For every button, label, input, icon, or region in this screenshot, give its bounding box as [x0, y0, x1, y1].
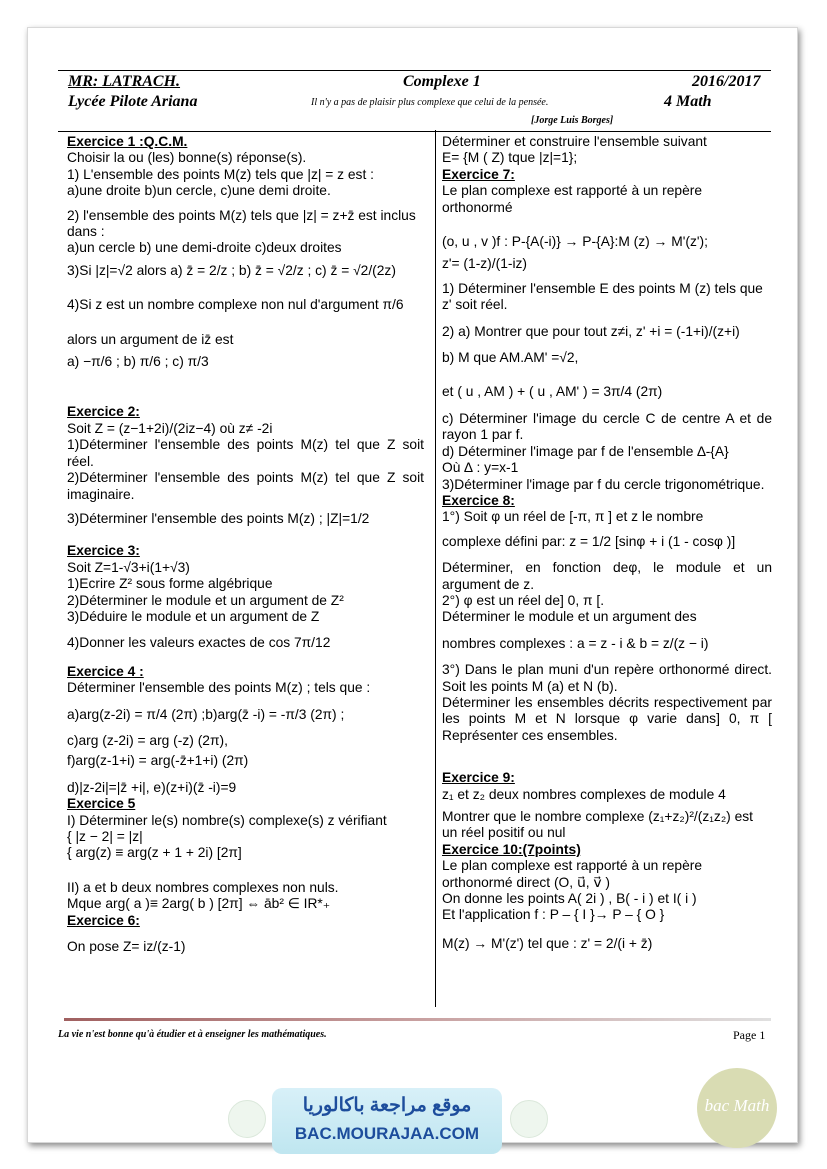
exercise-text: alors un argument de iz̄ est	[67, 331, 234, 347]
document-title: Complexe 1	[403, 73, 481, 90]
exercise-text: b) M que AM.AM' =√2,	[442, 350, 579, 366]
quote-author: [Jorge Luis Borges]	[531, 115, 614, 126]
exercise-heading: Exercice 5	[67, 796, 136, 812]
exercise-text: Déterminer et construire l'ensemble suivant	[442, 134, 707, 149]
exercise-heading: Exercice 7:	[442, 166, 515, 182]
exercise-text: M(z) → M'(z') tel que : z' = 2/(i + z̄)	[442, 935, 653, 951]
bac-math-logo-text: bac Math	[704, 1096, 770, 1115]
column-divider	[435, 130, 436, 1007]
exercise-text: Déterminer l'ensemble des points M(z) ; tels que :	[67, 680, 371, 696]
exercise-text: 2)Déterminer l'ensemble des points M(z) tel que Z soit imaginaire.	[67, 470, 424, 502]
footer-motto: La vie n'est bonne qu'à étudier et à enseigner les mathématiques.	[58, 1029, 327, 1040]
exercise-text: E= {M ( Z) tque |z|=1};	[442, 150, 578, 166]
exercise-heading: Exercice 4 :	[67, 663, 144, 679]
bac-math-logo	[697, 1068, 777, 1148]
exercise-text: Déterminer, en fonction deφ, le module et un argument de z.	[442, 560, 772, 592]
exercise-text: z'= (1-z)/(1-iz)	[442, 256, 528, 272]
exercise-text: 3)Déduire le module et un argument de Z	[67, 608, 320, 624]
exercise-text: nombres complexes : a = z - i & b = z/(z − i)	[442, 635, 709, 651]
header-quote: Il n'y a pas de plaisir plus complexe que celui de la pensée.	[311, 97, 549, 108]
footer-rule	[64, 1018, 771, 1021]
exercise-text: 3)Déterminer l'ensemble des points M(z) ; |Z|=1/2	[67, 510, 370, 526]
exercise-text: c)arg (z-2i) = arg (-z) (2π),	[67, 732, 228, 748]
school-year: 2016/2017	[692, 73, 761, 90]
exercise-text: Le plan complexe est rapporté à un repère orthonormé	[442, 183, 703, 215]
exercise-text: Choisir la ou (les) bonne(s) réponse(s).	[67, 150, 307, 166]
exercise-heading: Exercice 6:	[67, 912, 140, 928]
exercise-heading: Exercice 1 :Q.C.M.	[67, 134, 188, 149]
exercise-text: a)arg(z-2i) = π/4 (2π) ;b)arg(z̄ -i) = -π/3 (2π) ;	[67, 706, 345, 722]
site-url[interactable]: BAC.MOURAJAA.COM	[294, 1124, 480, 1143]
exercise-text: Mque arg( a )≡ 2arg( b ) [2π] ⇔ āb² ∈ IR*₊	[67, 896, 331, 912]
right-column	[442, 134, 772, 952]
exercise-heading: Exercice 3:	[67, 543, 140, 559]
exercise-text: complexe défini par: z = 1/2 [sinφ + i (1 - cosφ )]	[442, 533, 736, 549]
exercise-text: a)une droite b)un cercle, c)une demi droite.	[67, 183, 331, 199]
exercise-text: 3)Si |z|=√2 alors a) z̄ = 2/z ; b) z̄ = √2/z ; c) z̄ = √2/(2z)	[67, 262, 396, 278]
exercise-text: 1)Ecrire Z² sous forme algébrique	[67, 576, 273, 592]
exercise-text: 2)Déterminer le module et un argument de Z²	[67, 592, 344, 608]
school-name: Lycée Pilote Ariana	[68, 93, 198, 110]
exercise-text: { arg(z) ≡ arg(z + 1 + 2i) [2π]	[67, 845, 242, 861]
book-logo-icon	[228, 1100, 266, 1138]
exercise-text: Et l'application f : P – { I }→ P – { O }	[442, 907, 665, 923]
teacher-name: MR: LATRACH.	[68, 73, 181, 90]
exercise-text: 4)Donner les valeurs exactes de cos 7π/12	[67, 635, 331, 651]
exercise-text: II) a et b deux nombres complexes non nuls.	[67, 879, 339, 895]
exercise-text: 2°) φ est un réel de] 0, π [.	[442, 592, 605, 608]
class-level: 4 Math	[664, 93, 712, 110]
exercise-text: d)|z-2i|=|z̄ +i|, e)(z+i)(z̄ -i)=9	[67, 779, 237, 795]
exercise-text: 1) L'ensemble des points M(z) tels que |z| = z est :	[67, 166, 374, 182]
site-banner[interactable]	[272, 1088, 502, 1154]
exercise-text: et ( u , AM ) + ( u , AM' ) = 3π/4 (2π)	[442, 384, 663, 400]
exercise-text: Soit Z = (z−1+2i)/(2iz−4) où z≠ -2i	[67, 420, 273, 436]
exercise-text: a) −π/6 ; b) π/6 ; c) π/3	[67, 354, 209, 370]
exercise-text: f)arg(z-1+i) = arg(-z̄+1+i) (2π)	[67, 753, 249, 769]
document-header	[58, 70, 771, 132]
left-column	[67, 134, 424, 955]
exercise-text: 1) Déterminer l'ensemble E des points M (z) tels que z' soit réel.	[442, 280, 763, 313]
exercise-text: 3)Déterminer l'image par f du cercle trigonométrique.	[442, 476, 765, 492]
exercise-text: c) Déterminer l'image du cercle C de centre A et de rayon 1 par f.	[442, 410, 772, 443]
exercise-text: (o, u , v )f : P-{A(-i)} → P-{A}:M (z) → M'(z');	[442, 234, 708, 250]
exercise-heading: Exercice 10:(7points)	[442, 841, 581, 857]
exercise-text: On donne les points A( 2i ) , B( - i ) et I( i )	[442, 891, 697, 907]
exercise-text: Déterminer les ensembles décrits respectivement par les points M et N lorsque φ varie dans] 0, π [ Représenter ces ensembles.	[442, 694, 772, 743]
exercise-text: { |z − 2| = |z|	[67, 829, 143, 844]
exercise-text: Montrer que le nombre complexe (z₁+z₂)²/(z₁z₂) est un réel positif ou nul	[442, 809, 754, 841]
site-name-arabic: موقع مراجعة باكالوريا	[302, 1095, 472, 1116]
page-number: Page 1	[733, 1028, 766, 1042]
exercise-text: Le plan complexe est rapporté à un repère orthonormé direct (O, u⃗, v⃗ )	[442, 858, 703, 890]
exercise-heading: Exercice 2:	[67, 404, 140, 420]
exercise-heading: Exercice 8:	[442, 492, 515, 508]
exercise-text: z₁ et z₂ deux nombres complexes de module 4	[442, 786, 726, 802]
exercise-text: 2) l'ensemble des points M(z) tels que |z| = z+z̄ est inclus dans :	[67, 207, 416, 240]
exercise-text: 4)Si z est un nombre complexe non nul d'argument π/6	[67, 297, 404, 313]
exercise-text: Soit Z=1-√3+i(1+√3)	[67, 559, 190, 575]
exercise-text: d) Déterminer l'image par f de l'ensemble ∆-{A}	[442, 443, 729, 459]
book-logo-icon-right	[510, 1100, 548, 1138]
exercise-text: 1°) Soit φ un réel de [-π, π ] et z le nombre	[442, 509, 704, 525]
exercise-text: 3°) Dans le plan muni d'un repère orthonormé direct. Soit les points M (a) et N (b).	[442, 662, 772, 694]
exercise-text: Où ∆ : y=x-1	[442, 460, 519, 476]
exercise-text: Déterminer le module et un argument des	[442, 609, 697, 625]
exercise-text: a)un cercle b) une demi-droite c)deux droites	[67, 240, 342, 256]
exercise-text: I) Déterminer le(s) nombre(s) complexe(s) z vérifiant	[67, 812, 387, 828]
exercise-text: 2) a) Montrer que pour tout z≠i, z' +i = (-1+i)/(z+i)	[442, 323, 740, 339]
exercise-heading: Exercice 9:	[442, 770, 515, 786]
exercise-text: 1)Déterminer l'ensemble des points M(z) tel que Z soit réel.	[67, 437, 424, 469]
exercise-text: On pose Z= iz/(z-1)	[67, 939, 186, 955]
